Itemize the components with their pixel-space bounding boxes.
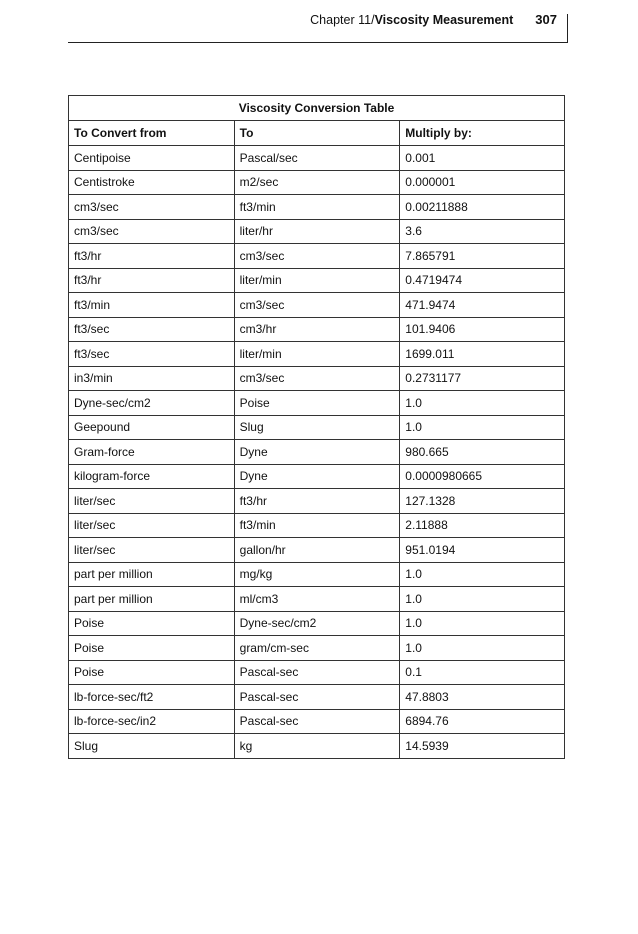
table-row (69, 170, 565, 195)
column-header: To Convert from (69, 121, 235, 146)
table-row (69, 513, 565, 538)
table-row (69, 342, 565, 367)
table-cell: 3.6 (400, 219, 565, 244)
table-row (69, 464, 565, 489)
table-cell: 0.1 (400, 660, 565, 685)
table-row (69, 415, 565, 440)
table-cell: kg (234, 734, 400, 759)
table-cell: ft3/hr (69, 268, 235, 293)
table-row (69, 734, 565, 759)
table-cell: Gram-force (69, 440, 235, 465)
table-cell: in3/min (69, 366, 235, 391)
table-cell: Centipoise (69, 146, 235, 171)
table-cell: 0.001 (400, 146, 565, 171)
table-row (69, 636, 565, 661)
table-cell: liter/sec (69, 538, 235, 563)
table-cell: cm3/hr (234, 317, 400, 342)
table-cell: 1.0 (400, 391, 565, 416)
table-cell: cm3/sec (234, 366, 400, 391)
table-cell: 14.5939 (400, 734, 565, 759)
table-cell: Geepound (69, 415, 235, 440)
table-row (69, 440, 565, 465)
table-cell: 1.0 (400, 611, 565, 636)
table-cell: liter/sec (69, 513, 235, 538)
table-cell: 471.9474 (400, 293, 565, 318)
table-cell: 2.11888 (400, 513, 565, 538)
table-row (69, 709, 565, 734)
table-cell: 6894.76 (400, 709, 565, 734)
header-vertical-rule (567, 14, 568, 43)
table-cell: Dyne-sec/cm2 (234, 611, 400, 636)
table-cell: cm3/sec (234, 244, 400, 269)
chapter-title: Viscosity Measurement (374, 13, 514, 27)
table-cell: Centistroke (69, 170, 235, 195)
table-cell: Slug (234, 415, 400, 440)
table-cell: 0.00211888 (400, 195, 565, 220)
table-cell: gram/cm-sec (234, 636, 400, 661)
table-cell: cm3/sec (234, 293, 400, 318)
table-cell: lb-force-sec/ft2 (69, 685, 235, 710)
table-cell: 1.0 (400, 415, 565, 440)
table-cell: ft3/min (234, 513, 400, 538)
table-cell: 1699.011 (400, 342, 565, 367)
table-cell: lb-force-sec/in2 (69, 709, 235, 734)
table-cell: Dyne (234, 464, 400, 489)
table-row (69, 219, 565, 244)
table-cell: 1.0 (400, 636, 565, 661)
table-cell: Dyne-sec/cm2 (69, 391, 235, 416)
header-rule (68, 42, 567, 43)
column-header: To (234, 121, 400, 146)
table-cell: part per million (69, 587, 235, 612)
table-row (69, 146, 565, 171)
table-cell: liter/sec (69, 489, 235, 514)
table-cell: ft3/min (234, 195, 400, 220)
table-cell: 0.0000980665 (400, 464, 565, 489)
table-cell: ft3/hr (234, 489, 400, 514)
table-cell: 0.2731177 (400, 366, 565, 391)
page-number: 307 (535, 12, 557, 27)
table-cell: cm3/sec (69, 219, 235, 244)
table-row (69, 685, 565, 710)
table-row (69, 244, 565, 269)
table-cell: 0.4719474 (400, 268, 565, 293)
table-cell: 0.000001 (400, 170, 565, 195)
table-cell: kilogram-force (69, 464, 235, 489)
table-row (69, 611, 565, 636)
table-cell: ft3/hr (69, 244, 235, 269)
table-cell: m2/sec (234, 170, 400, 195)
table-cell: 951.0194 (400, 538, 565, 563)
table-row (69, 391, 565, 416)
table-cell: Pascal-sec (234, 660, 400, 685)
table-cell: Poise (69, 636, 235, 661)
table-row (69, 489, 565, 514)
table-cell: 101.9406 (400, 317, 565, 342)
conversion-table (68, 95, 565, 759)
table-cell: Poise (69, 660, 235, 685)
table-cell: liter/hr (234, 219, 400, 244)
table-row (69, 317, 565, 342)
table-cell: ft3/sec (69, 317, 235, 342)
table-cell: part per million (69, 562, 235, 587)
table-cell: 1.0 (400, 562, 565, 587)
table-cell: Pascal/sec (234, 146, 400, 171)
table-row (69, 366, 565, 391)
table-cell: ft3/sec (69, 342, 235, 367)
table-cell: ft3/min (69, 293, 235, 318)
running-head (310, 12, 557, 27)
table-row (69, 587, 565, 612)
table-row (69, 268, 565, 293)
table-cell: liter/min (234, 342, 400, 367)
table-row (69, 293, 565, 318)
table-cell: liter/min (234, 268, 400, 293)
table-cell: 7.865791 (400, 244, 565, 269)
table-cell: Dyne (234, 440, 400, 465)
table-cell: gallon/hr (234, 538, 400, 563)
table-cell: Slug (69, 734, 235, 759)
table-caption: Viscosity Conversion Table (69, 96, 565, 121)
chapter-label: Chapter 11/ (310, 13, 375, 27)
table-header-row (69, 121, 565, 146)
table-cell: cm3/sec (69, 195, 235, 220)
table-row (69, 562, 565, 587)
table-cell: mg/kg (234, 562, 400, 587)
table-cell: 47.8803 (400, 685, 565, 710)
table-cell: 980.665 (400, 440, 565, 465)
table-row (69, 660, 565, 685)
table-cell: ml/cm3 (234, 587, 400, 612)
column-header: Multiply by: (400, 121, 565, 146)
table-cell: Poise (69, 611, 235, 636)
table-cell: 127.1328 (400, 489, 565, 514)
table-cell: Pascal-sec (234, 685, 400, 710)
table-row (69, 195, 565, 220)
table-cell: 1.0 (400, 587, 565, 612)
table-cell: Pascal-sec (234, 709, 400, 734)
table-row (69, 538, 565, 563)
table-cell: Poise (234, 391, 400, 416)
